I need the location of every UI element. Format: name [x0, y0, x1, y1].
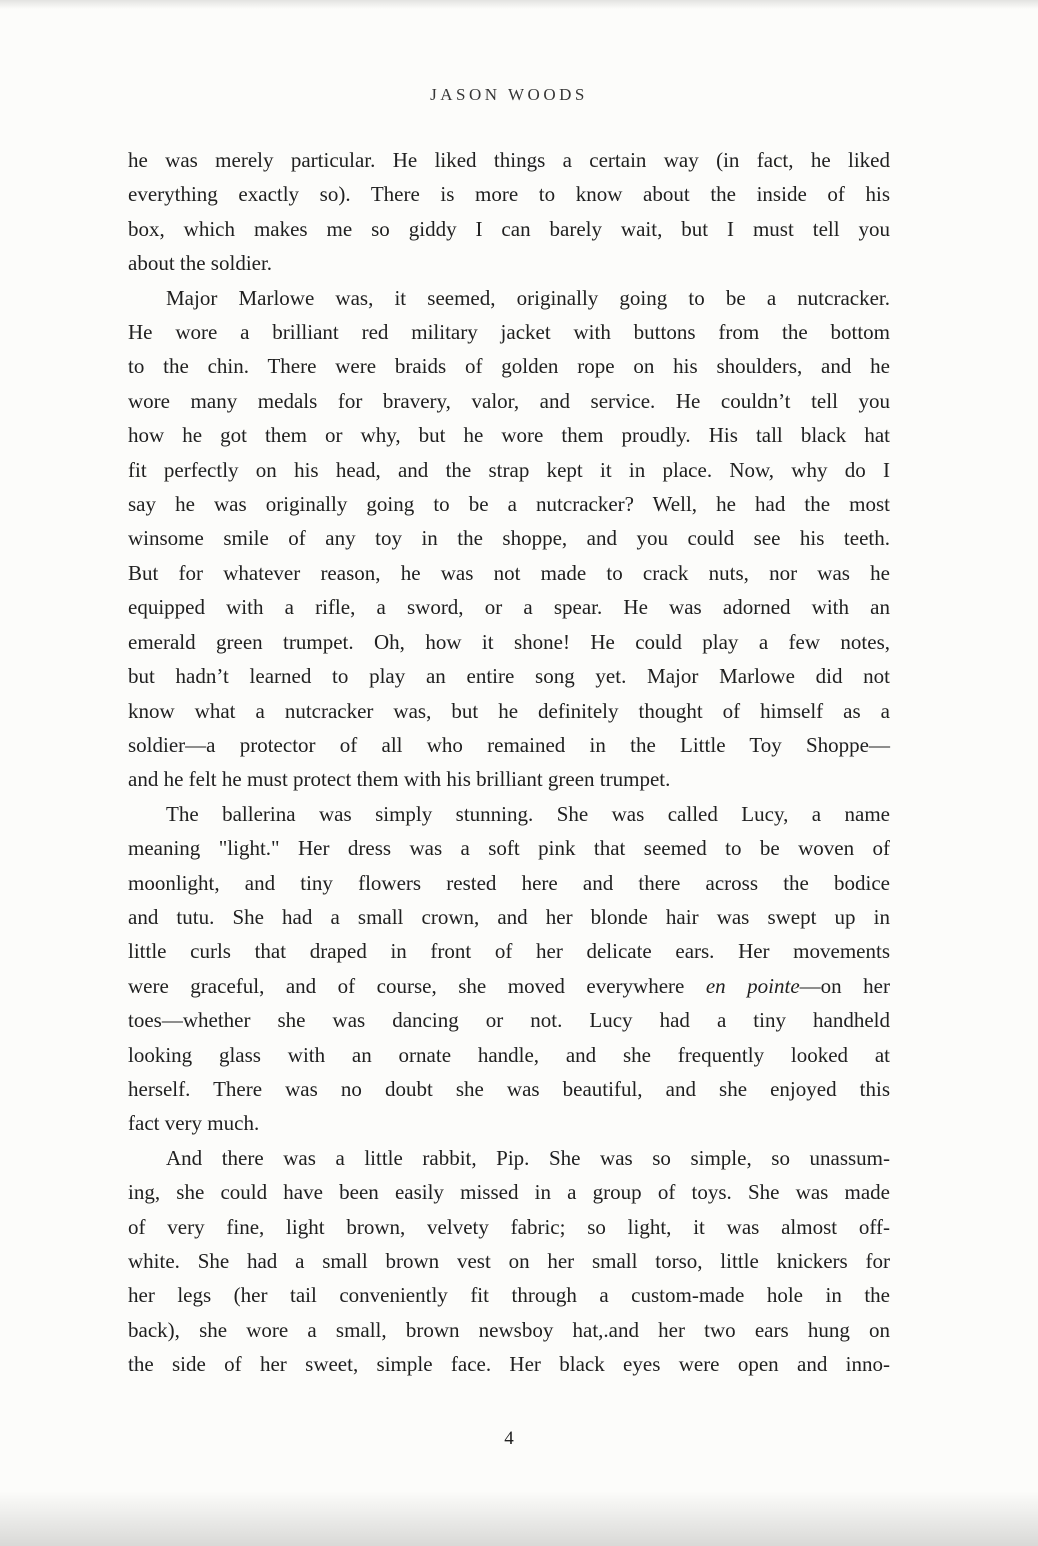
paragraph [128, 143, 890, 281]
text-line [128, 728, 890, 762]
text-line [128, 384, 890, 418]
text-line [128, 625, 890, 659]
text-segment: box, which makes me so giddy I can barely wait, but I must tell you [128, 216, 890, 241]
running-head: JASON WOODS [430, 85, 588, 104]
text-line [128, 934, 890, 968]
text-line [128, 1038, 890, 1072]
text-segment: and he felt he must protect them with his brilliant green trumpet. [128, 767, 671, 792]
text-line [128, 246, 890, 280]
text-segment: soldier—a protector of all who remained in the Little Toy Shoppe— [128, 732, 890, 757]
text-line [128, 177, 890, 211]
text-segment: toes—whether she was dancing or not. Lucy had a tiny handheld [128, 1008, 890, 1033]
text-line [128, 453, 890, 487]
text-line [128, 487, 890, 521]
text-line [128, 1210, 890, 1244]
paragraph [128, 797, 890, 1141]
text-line [128, 349, 890, 383]
text-segment: her legs (her tail conveniently fit through a custom-made hole in the [128, 1283, 890, 1308]
content-column [128, 84, 890, 1450]
text-line [128, 659, 890, 693]
text-segment: to the chin. There were braids of golden rope on his shoulders, and he [128, 354, 890, 379]
text-line [128, 281, 890, 315]
text-segment: everything exactly so). There is more to know about the inside of his [128, 182, 890, 207]
text-line [128, 315, 890, 349]
text-line [128, 797, 890, 831]
text-segment: were graceful, and of course, she moved everywhere [128, 973, 706, 998]
text-segment: wore many medals for bravery, valor, and service. He couldn’t tell you [128, 388, 890, 413]
text-segment: meaning "light." Her dress was a soft pink that seemed to be woven of [128, 836, 890, 861]
text-line [128, 1003, 890, 1037]
text-segment: and tutu. She had a small crown, and her blonde hair was swept up in [128, 904, 890, 929]
page-number: 4 [504, 1427, 514, 1449]
text-segment: he was merely particular. He liked things a certain way (in fact, he liked [128, 148, 890, 172]
text-line [128, 418, 890, 452]
text-segment: how he got them or why, but he wore them proudly. His tall black hat [128, 423, 890, 448]
text-segment: fit perfectly on his head, and the strap kept it in place. Now, why do I [128, 457, 890, 482]
text-line [128, 1244, 890, 1278]
paragraph [128, 281, 890, 797]
text-segment: The ballerina was simply stunning. She was called Lucy, a name [166, 801, 890, 826]
text-segment: but hadn’t learned to play an entire song yet. Major Marlowe did not [128, 664, 890, 689]
paragraph [128, 1141, 890, 1382]
text-segment: And there was a little rabbit, Pip. She was so simple, so unassum- [166, 1145, 890, 1170]
text-segment: back), she wore a small, brown newsboy hat,.and her two ears hung on [128, 1317, 890, 1342]
text-segment: equipped with a rifle, a sword, or a spear. He was adorned with an [128, 595, 890, 620]
text-segment: of very fine, light brown, velvety fabric; so light, it was almost off- [128, 1214, 890, 1239]
text-segment: emerald green trumpet. Oh, how it shone! He could play a few notes, [128, 629, 890, 654]
text-segment: herself. There was no doubt she was beautiful, and she enjoyed this [128, 1076, 890, 1101]
text-segment: little curls that draped in front of her delicate ears. Her movements [128, 939, 890, 964]
text-segment: Major Marlowe was, it seemed, originally going to be a nutcracker. [166, 285, 890, 310]
italic-text: en pointe [705, 973, 800, 998]
text-segment: moonlight, and tiny flowers rested here and there across the bodice [128, 870, 890, 895]
text-segment: know what a nutcracker was, but he definitely thought of himself as a [128, 698, 890, 723]
text-segment: fact very much. [128, 1111, 260, 1136]
text-line [128, 762, 890, 796]
text-line [128, 694, 890, 728]
text-segment: —on her [799, 973, 890, 998]
text-segment: about the soldier. [128, 251, 273, 276]
text-line [128, 143, 890, 177]
text-line [128, 212, 890, 246]
text-line [128, 1175, 890, 1209]
text-line [128, 1347, 890, 1381]
text-line [128, 969, 890, 1003]
text-line [128, 521, 890, 555]
text-segment: white. She had a small brown vest on her small torso, little knickers for [128, 1249, 890, 1273]
text-segment: But for whatever reason, he was not made to crack nuts, nor was he [128, 560, 890, 585]
text-segment: ing, she could have been easily missed in a group of toys. She was made [128, 1180, 890, 1205]
text-segment: looking glass with an ornate handle, and she frequently looked at [128, 1042, 890, 1067]
text-line [128, 1278, 890, 1312]
text-line [128, 1072, 890, 1106]
text-line [128, 900, 890, 934]
text-segment: the side of her sweet, simple face. Her black eyes were open and inno- [128, 1352, 890, 1377]
text-line [128, 1106, 890, 1140]
text-block [128, 143, 890, 1382]
text-segment: winsome smile of any toy in the shoppe, and you could see his teeth. [128, 526, 890, 551]
text-line [128, 866, 890, 900]
text-line [128, 556, 890, 590]
text-segment: He wore a brilliant red military jacket with buttons from the bottom [128, 320, 890, 345]
text-line [128, 590, 890, 624]
text-line [128, 1313, 890, 1347]
text-line [128, 831, 890, 865]
text-line [128, 1141, 890, 1175]
text-segment: say he was originally going to be a nutcracker? Well, he had the most [128, 492, 890, 517]
